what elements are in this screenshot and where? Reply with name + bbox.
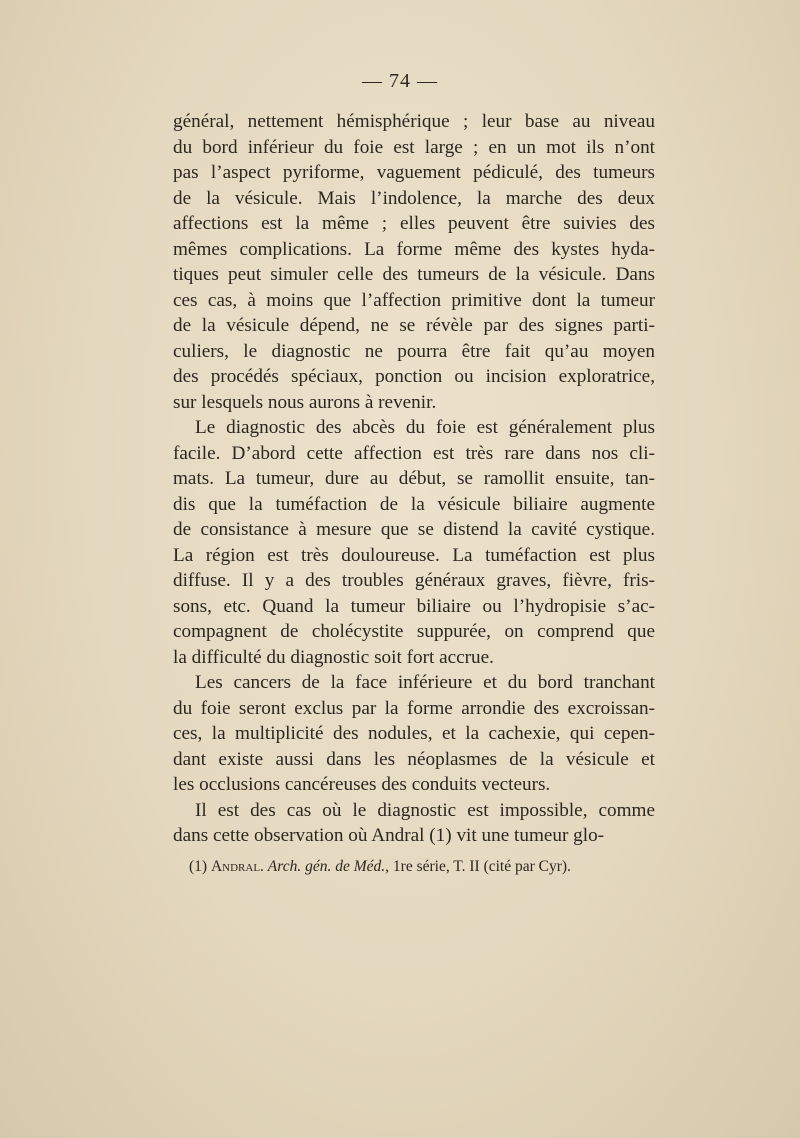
- text-line: affections est la même ; elles peuvent être suivies des: [173, 213, 655, 234]
- text-line: des procédés spéciaux, ponction ou incision exploratrice,: [173, 366, 655, 387]
- text-line: Les cancers de la face inférieure et du bord tranchant: [195, 672, 655, 693]
- text-line: pas l’aspect pyriforme, vaguement pédiculé, des tumeurs: [173, 162, 655, 183]
- text-line: tiques peut simuler celle des tumeurs de la vésicule. Dans: [173, 264, 655, 285]
- text-line: ces, la multiplicité des nodules, et la cachexie, qui cepen-: [173, 723, 655, 744]
- paragraph: [173, 109, 655, 415]
- text-line: de consistance à mesure que se distend la cavité cystique.: [173, 519, 655, 540]
- text-line: général, nettement hémisphérique ; leur base au niveau: [173, 111, 655, 132]
- footnote: [189, 857, 659, 877]
- text-line: La région est très douloureuse. La tuméfaction est plus: [173, 544, 655, 566]
- text-line: du foie seront exclus par la forme arrondie des excroissan-: [173, 697, 655, 719]
- footnote-details: 1re série, T. II (cité par Cyr).: [392, 858, 571, 875]
- text-line: du bord inférieur du foie est large ; en un mot ils n’ont: [173, 136, 655, 158]
- text-line: sons, etc. Quand la tumeur biliaire ou l’hydropisie s’ac-: [173, 595, 655, 617]
- paragraph: [173, 798, 655, 849]
- paragraph: [173, 670, 655, 798]
- text-line: culiers, le diagnostic ne pourra être fait qu’au moyen: [173, 340, 655, 362]
- text-line: compagnent de cholécystite suppurée, on comprend que: [173, 621, 655, 642]
- text-line: ces cas, à moins que l’affection primitive dont la tumeur: [173, 289, 655, 311]
- text-line: de la vésicule. Mais l’indolence, la marche des deux: [173, 187, 655, 209]
- text-line: facile. D’abord cette affection est très rare dans nos cli-: [173, 442, 655, 464]
- text-line: dans cette observation où Andral (1) vit une tumeur glo-: [173, 825, 605, 846]
- text-line: les occlusions cancéreuses des conduits vecteurs.: [173, 774, 551, 795]
- text-line: dis que la tuméfaction de la vésicule biliaire augmente: [173, 493, 655, 515]
- paragraph: [173, 415, 655, 670]
- text-line: mêmes complications. La forme même des kystes hyda-: [173, 238, 655, 260]
- text-line: de la vésicule dépend, ne se révèle par des signes parti-: [173, 315, 655, 336]
- text-line: sur lesquels nous aurons à revenir.: [173, 391, 437, 413]
- footnote-author: Andral.: [210, 858, 264, 875]
- text-line: Il est des cas où le diagnostic est impossible, comme: [195, 799, 655, 821]
- text-line: la difficulté du diagnostic soit fort accrue.: [173, 646, 494, 668]
- text-line: mats. La tumeur, dure au début, se ramollit ensuite, tan-: [173, 468, 655, 489]
- footnote-journal: Arch. gén. de Méd.,: [267, 858, 390, 875]
- body-text: [173, 109, 655, 849]
- footnote-marker: (1): [189, 858, 208, 875]
- text-line: dant existe aussi dans les néoplasmes de la vésicule et: [173, 748, 655, 770]
- page-number: — 74 —: [362, 70, 438, 92]
- text-line: diffuse. Il y a des troubles généraux graves, fièvre, fris-: [173, 570, 655, 591]
- text-line: Le diagnostic des abcès du foie est généralement plus: [195, 417, 655, 438]
